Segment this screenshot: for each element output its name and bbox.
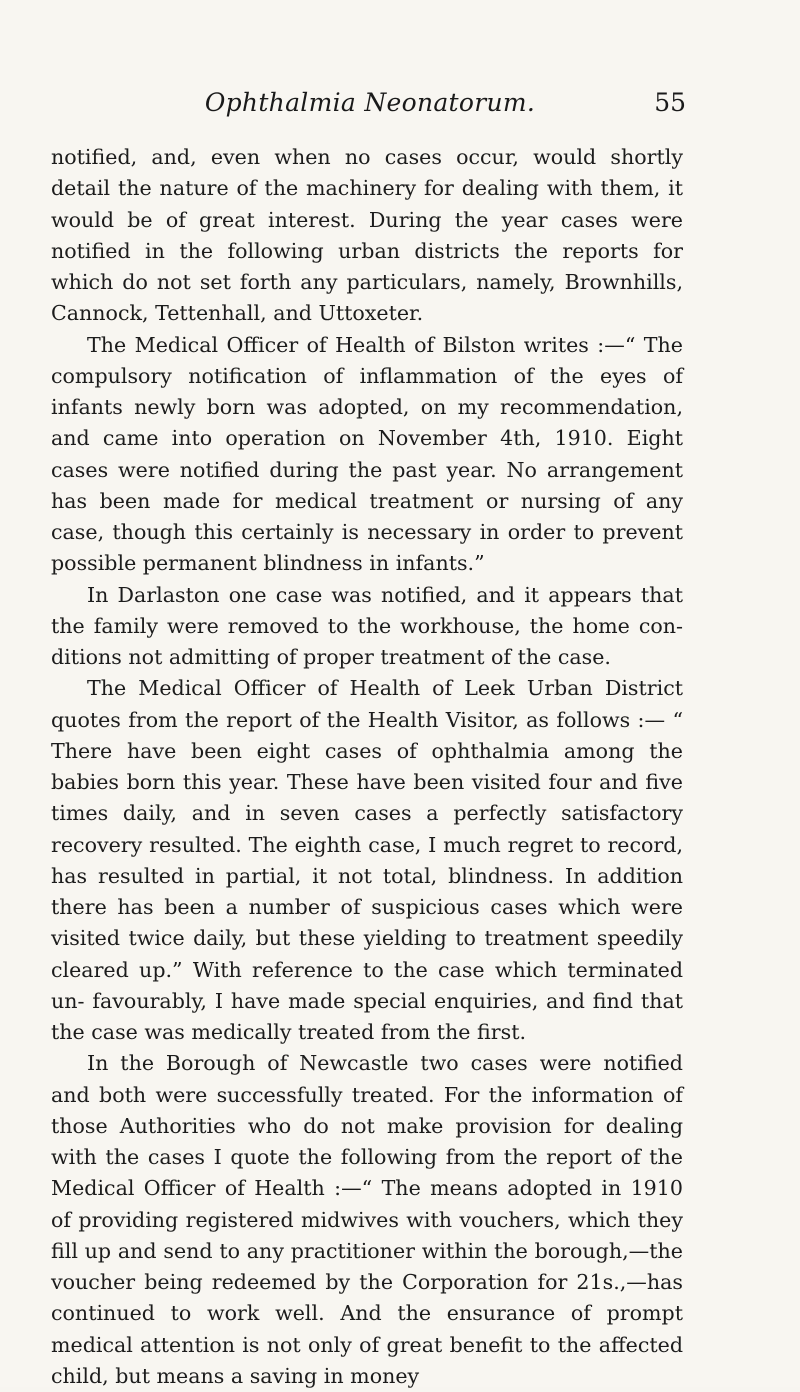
paragraph-darlaston: In Darlaston one case was notified, and it appears that the family were removed to the workhouse, the home con- ditions not admitting of proper treatment of the case.	[51, 582, 683, 669]
running-title: Ophthalmia Neonatorum.	[204, 88, 536, 117]
paragraph-leek: The Medical Officer of Health of Leek Urban District quotes from the report of the Health Visitor, as follows :— “ There have been eight cases of ophthalmia among the babies born this year. These have been visited four and five times daily, and in seven cases a perfectly satisfactory recovery resulted. The eighth case, I much regret to record, has resulted in partial, it not total, blindness. In addition there has been a number of suspicious cases which were visited twice daily, but these yielding to treatment speedily cleared up.” With reference to the case which terminated un- favourably, I have made special enquiries, and find that the case was medically treated from the first.	[51, 676, 683, 1044]
paragraph-bilston: The Medical Officer of Health of Bilston writes :—“ The compulsory notification of inflammation of the eyes of infants newly born was adopted, on my recommendation, and came into operation on November 4th, 1910. Eight cases were notified during the past year. No arrangement has been made for medical treatment or nursing of any case, though this certainly is necessary in order to prevent possible permanent blindness in infants.”	[51, 332, 683, 576]
page-number: 55	[654, 88, 686, 117]
paragraph-continuation: notified, and, even when no cases occur, would shortly detail the nature of the machinery for dealing with them, it would be of great interest. During the year cases were notified in the following urban districts the reports for which do not set forth any particulars, namely, Brownhills, Cannock, Tettenhall, and Uttoxeter.	[51, 145, 683, 326]
body-text	[51, 142, 683, 1392]
running-head	[60, 88, 686, 128]
paragraph-newcastle: In the Borough of Newcastle two cases were notified and both were successfully treated. For the information of those Authorities who do not make provision for dealing with the cases I quote the following from the report of the Medical Officer of Health :—“ The means adopted in 1910 of providing registered midwives with vouchers, which they fill up and send to any practitioner within the borough,—the voucher being redeemed by the Corporation for 21s.,—has continued to work well. And the ensurance of prompt medical attention is not only of great benefit to the affected child, but means a saving in money	[51, 1051, 683, 1388]
